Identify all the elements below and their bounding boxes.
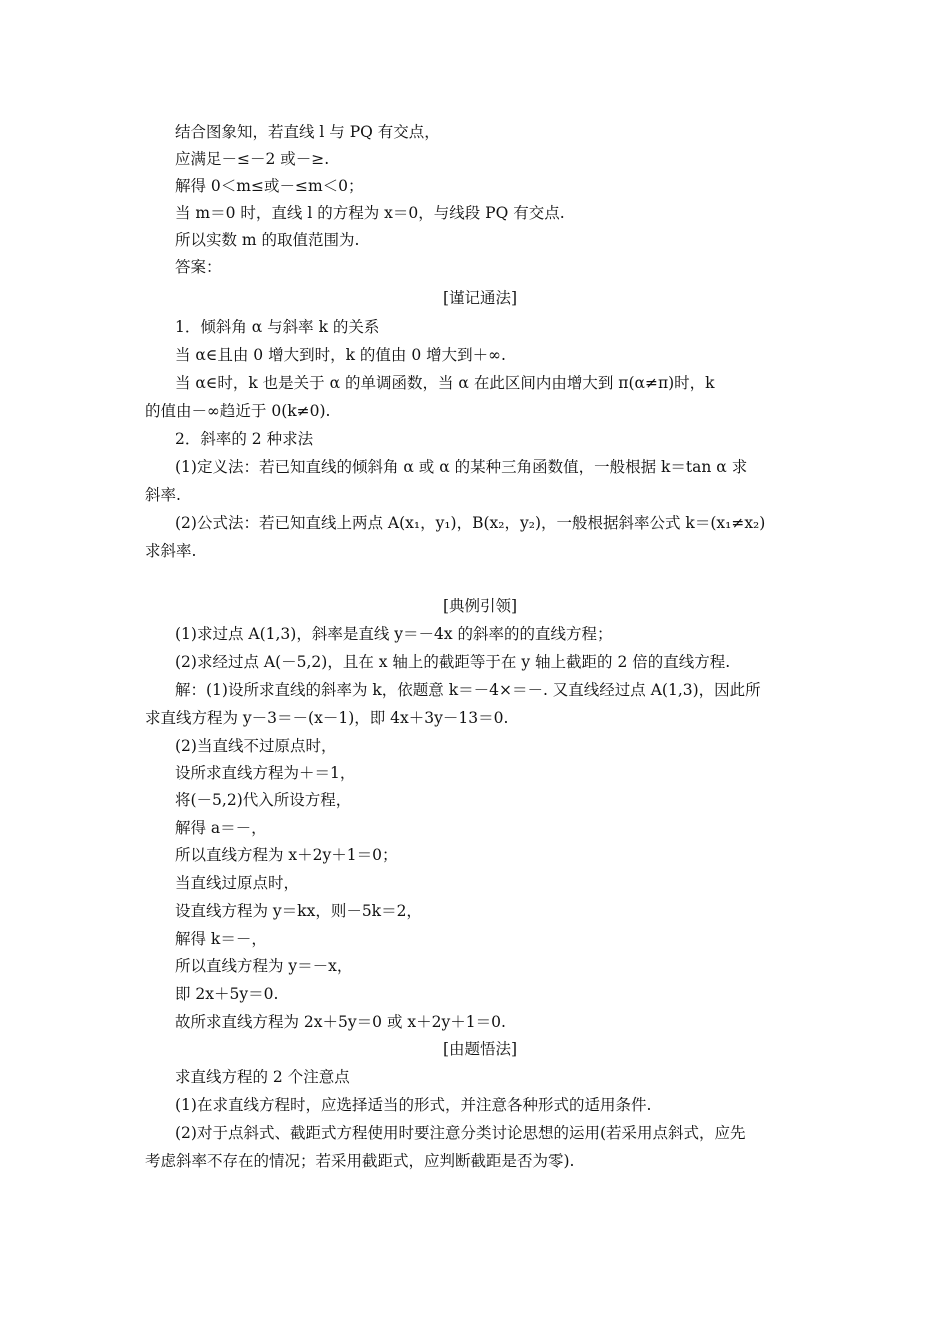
text-line: 设所求直线方程为＋＝1， [175, 764, 356, 782]
text-line: 当 α∈且由 0 增大到时，k 的值由 0 增大到＋∞. [175, 346, 506, 364]
text-line: 当直线过原点时， [175, 874, 300, 892]
text-line: (1)定义法：若已知直线的倾斜角 α 或 α 的某种三角函数值，一般根据 k＝tan α 求 [175, 458, 748, 476]
text-line: 求直线方程的 2 个注意点 [175, 1068, 350, 1086]
text-line: 故所求直线方程为 2x＋5y＝0 或 x＋2y＋1＝0. [175, 1013, 506, 1031]
text-line: (2)对于点斜式、截距式方程使用时要注意分类讨论思想的运用(若采用点斜式，应先 [175, 1124, 746, 1142]
text-line: 设直线方程为 y＝kx，则－5k＝2， [175, 902, 422, 920]
text-line: (2)公式法：若已知直线上两点 A(x₁，y₁)，B(x₂，y₂)，一般根据斜率公式 k＝(x₁≠x₂) [175, 514, 766, 532]
text-line: 解：(1)设所求直线的斜率为 k，依题意 k＝－4×＝－. 又直线经过点 A(1,3)，因此所 [175, 681, 761, 699]
text-line: (2)当直线不过原点时， [175, 737, 337, 755]
text-line: 求直线方程为 y－3＝－(x－1)，即 4x＋3y－13＝0. [145, 709, 509, 727]
text-line: 所以实数 m 的取值范围为. [175, 231, 360, 249]
text-line: (1)在求直线方程时，应选择适当的形式，并注意各种形式的适用条件. [175, 1096, 652, 1114]
text-line: 的值由－∞趋近于 0(k≠0). [145, 402, 331, 420]
text-line: 所以直线方程为 y＝－x， [175, 957, 353, 975]
text-line: 解得 a＝－， [175, 819, 267, 837]
text-line: 斜率. [145, 486, 181, 504]
text-line: 应满足－≤－2 或－≥. [175, 150, 330, 168]
text-line: 结合图象知，若直线 l 与 PQ 有交点， [175, 123, 440, 141]
section-heading: [由题悟法] [442, 1040, 518, 1058]
text-line: 求斜率. [145, 542, 197, 560]
text-line: 解得 0＜m≤或－≤m＜0； [175, 177, 364, 195]
section-heading: [典例引领] [442, 597, 518, 615]
text-line: 所以直线方程为 x＋2y＋1＝0； [175, 846, 398, 864]
text-line: 解得 k＝－， [175, 930, 267, 948]
text-line: 将(－5,2)代入所设方程， [175, 791, 352, 809]
section-heading: [谨记通法] [442, 289, 518, 307]
text-line: 当 α∈时，k 也是关于 α 的单调函数，当 α 在此区间内由增大到 π(α≠π)时，k [175, 374, 715, 392]
text-line: 即 2x＋5y＝0. [175, 985, 279, 1003]
text-line: 2．斜率的 2 种求法 [175, 430, 314, 448]
text-line: 考虑斜率不存在的情况；若采用截距式，应判断截距是否为零). [145, 1152, 575, 1170]
text-line: 答案： [175, 258, 222, 276]
text-line: (2)求经过点 A(－5,2)，且在 x 轴上的截距等于在 y 轴上截距的 2 倍的直线方程. [175, 653, 731, 671]
text-line: (1)求过点 A(1,3)，斜率是直线 y＝－4x 的斜率的的直线方程； [175, 625, 613, 643]
text-line: 1．倾斜角 α 与斜率 k 的关系 [175, 318, 380, 336]
text-line: 当 m＝0 时，直线 l 的方程为 x＝0，与线段 PQ 有交点. [175, 204, 565, 222]
